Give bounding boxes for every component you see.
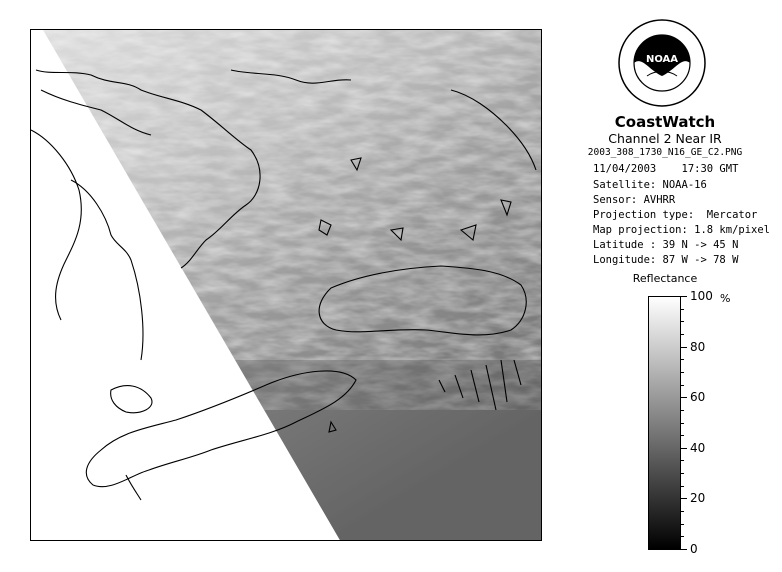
channel-subtitle: Channel 2 Near IR: [608, 131, 722, 146]
colorbar-tick: [681, 296, 687, 297]
image-swath: [31, 30, 542, 541]
map-svg: [31, 30, 542, 541]
colorbar-tick-label: 0: [690, 542, 698, 556]
colorbar-tick-label: 100: [690, 289, 713, 303]
app-title: CoastWatch: [614, 113, 716, 131]
map-projection-info: Map projection: 1.8 km/pixel: [593, 224, 771, 236]
longitude-info: Longitude: 87 W -> 78 W: [593, 254, 739, 266]
colorbar-minor-tick: [681, 385, 684, 386]
logo-center-text: NOAA: [645, 54, 679, 65]
colorbar-tick: [681, 397, 687, 398]
colorbar-tick: [681, 549, 687, 550]
colorbar-tick-label: 60: [690, 390, 706, 404]
scale-unit: %: [720, 292, 731, 305]
projection-type-info: Projection type: Mercator: [593, 209, 758, 221]
latitude-info: Latitude : 39 N -> 45 N: [593, 239, 739, 251]
colorbar-minor-tick: [681, 334, 684, 335]
colorbar-minor-tick: [681, 359, 684, 360]
colorbar-minor-tick: [681, 486, 684, 487]
noaa-logo: [617, 18, 707, 108]
colorbar-minor-tick: [681, 372, 684, 373]
colorbar-tick: [681, 448, 687, 449]
colorbar-minor-tick: [681, 309, 684, 310]
scale-title: Reflectance: [632, 272, 698, 285]
noaa-logo-icon: [617, 18, 707, 108]
image-filename: 2003_308_1730_N16_GE_C2.PNG: [587, 147, 743, 158]
colorbar-minor-tick: [681, 410, 684, 411]
colorbar-tick-label: 20: [690, 491, 706, 505]
colorbar-tick: [681, 498, 687, 499]
satellite-info: Satellite: NOAA-16: [593, 179, 707, 191]
colorbar-tick: [681, 347, 687, 348]
colorbar-minor-tick: [681, 511, 684, 512]
colorbar-tick-label: 80: [690, 340, 706, 354]
colorbar-minor-tick: [681, 435, 684, 436]
colorbar-minor-tick: [681, 524, 684, 525]
colorbar-minor-tick: [681, 536, 684, 537]
date-time: 11/04/2003 17:30 GMT: [593, 163, 739, 175]
colorbar-minor-tick: [681, 473, 684, 474]
colorbar-tick-label: 40: [690, 441, 706, 455]
reflectance-colorbar: [648, 296, 681, 550]
sensor-info: Sensor: AVHRR: [593, 194, 676, 206]
colorbar-minor-tick: [681, 321, 684, 322]
satellite-map: [30, 29, 542, 541]
colorbar-minor-tick: [681, 423, 684, 424]
colorbar-minor-tick: [681, 460, 684, 461]
